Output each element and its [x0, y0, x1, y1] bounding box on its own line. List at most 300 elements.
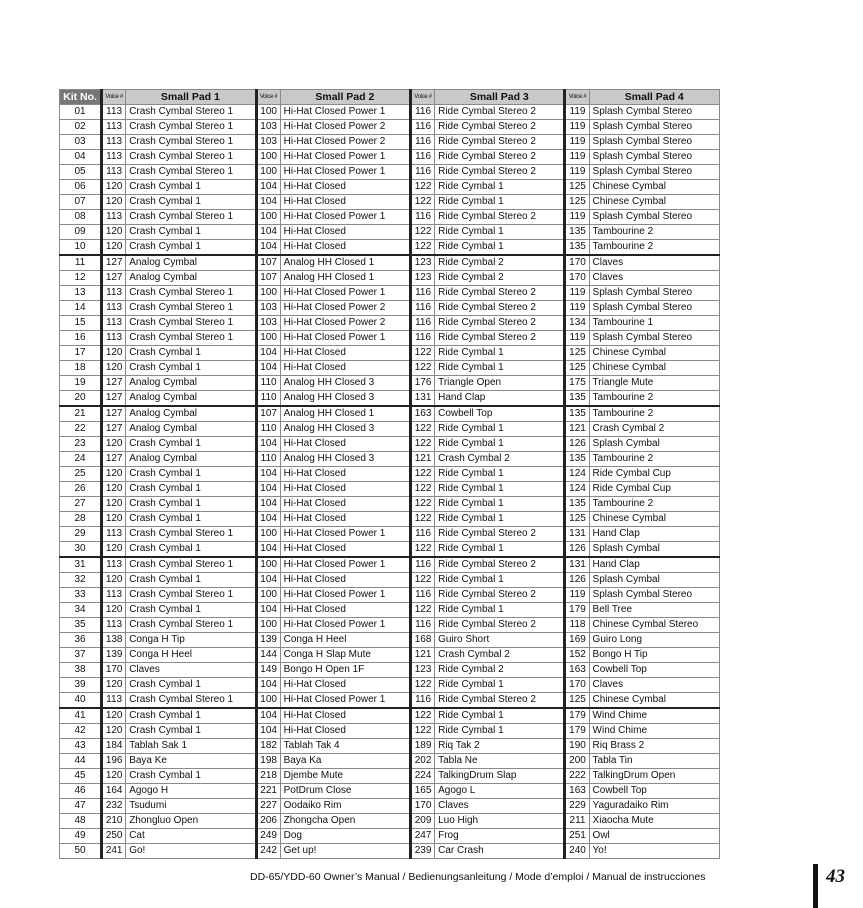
table-row [60, 361, 720, 376]
table-row [60, 618, 720, 633]
table-row [60, 120, 720, 135]
voice-number-cell: 122 [411, 678, 435, 693]
voice-number-cell: 138 [102, 633, 126, 648]
voice-name-cell: Chinese Cymbal [589, 361, 719, 376]
voice-name-cell: Hi-Hat Closed Power 2 [280, 316, 410, 331]
voice-number-cell: 125 [565, 693, 589, 709]
voice-name-cell: Crash Cymbal Stereo 1 [126, 210, 256, 225]
voice-name-cell: Ride Cymbal Stereo 2 [435, 527, 565, 542]
voice-name-cell: Crash Cymbal 1 [126, 467, 256, 482]
kit-number-cell: 27 [60, 497, 102, 512]
voice-number-cell: 104 [256, 361, 280, 376]
voice-name-cell: Claves [435, 799, 565, 814]
voice-number-cell: 113 [102, 316, 126, 331]
voice-number-cell: 179 [565, 724, 589, 739]
voice-name-cell: Ride Cymbal Stereo 2 [435, 135, 565, 150]
voice-name-cell: Ride Cymbal 1 [435, 573, 565, 588]
table-row [60, 467, 720, 482]
kit-number-cell: 32 [60, 573, 102, 588]
voice-name-cell: Hi-Hat Closed Power 1 [280, 105, 410, 120]
voice-number-cell: 169 [565, 633, 589, 648]
voice-name-cell: Chinese Cymbal Stereo [589, 618, 719, 633]
small-pad-2-header: Small Pad 2 [280, 90, 410, 105]
table-row [60, 573, 720, 588]
voice-name-cell: Ride Cymbal Stereo 2 [435, 105, 565, 120]
small-pad-1-header: Small Pad 1 [126, 90, 256, 105]
kit-number-cell: 21 [60, 406, 102, 422]
voice-name-cell: Cowbell Top [589, 784, 719, 799]
voice-name-cell: Hi-Hat Closed [280, 225, 410, 240]
kit-number-cell: 25 [60, 467, 102, 482]
voice-name-cell: Chinese Cymbal [589, 693, 719, 709]
voice-number-cell: 120 [102, 346, 126, 361]
voice-number-cell: 210 [102, 814, 126, 829]
voice-number-cell: 100 [256, 150, 280, 165]
kit-number-cell: 02 [60, 120, 102, 135]
voice-name-cell: Crash Cymbal 2 [589, 422, 719, 437]
voice-number-cell: 100 [256, 165, 280, 180]
voice-number-cell: 127 [102, 422, 126, 437]
voice-number-cell: 116 [411, 286, 435, 301]
voice-name-cell: Ride Cymbal 2 [435, 663, 565, 678]
voice-name-cell: Hi-Hat Closed Power 1 [280, 527, 410, 542]
voice-name-cell: Hi-Hat Closed Power 1 [280, 150, 410, 165]
voice-name-cell: Crash Cymbal 2 [435, 452, 565, 467]
table-row [60, 724, 720, 739]
table-row [60, 165, 720, 180]
voice-name-cell: Splash Cymbal Stereo [589, 588, 719, 603]
voice-number-cell: 131 [565, 557, 589, 573]
kit-number-cell: 04 [60, 150, 102, 165]
voice-number-cell: 104 [256, 225, 280, 240]
voice-number-cell: 113 [102, 150, 126, 165]
voice-name-cell: Splash Cymbal Stereo [589, 331, 719, 346]
voice-number-cell: 120 [102, 573, 126, 588]
table-row [60, 799, 720, 814]
voice-name-cell: Luo High [435, 814, 565, 829]
voice-number-cell: 120 [102, 482, 126, 497]
voice-name-cell: Hi-Hat Closed Power 1 [280, 557, 410, 573]
voice-number-cell: 122 [411, 225, 435, 240]
table-row [60, 693, 720, 709]
voice-number-cell: 116 [411, 557, 435, 573]
voice-number-cell: 224 [411, 769, 435, 784]
voice-name-cell: Splash Cymbal Stereo [589, 210, 719, 225]
table-row [60, 225, 720, 240]
voice-number-cell: 120 [102, 195, 126, 210]
table-row [60, 150, 720, 165]
voice-number-cell: 144 [256, 648, 280, 663]
voice-name-cell: Analog Cymbal [126, 391, 256, 407]
voice-number-cell: 110 [256, 422, 280, 437]
voice-name-cell: Analog HH Closed 3 [280, 376, 410, 391]
table-row [60, 542, 720, 558]
voice-number-cell: 110 [256, 452, 280, 467]
voice-number-cell: 113 [102, 120, 126, 135]
kit-number-cell: 17 [60, 346, 102, 361]
voice-number-cell: 126 [565, 437, 589, 452]
voice-number-cell: 118 [565, 618, 589, 633]
voice-name-cell: Ride Cymbal 1 [435, 603, 565, 618]
kit-number-cell: 31 [60, 557, 102, 573]
voice-name-cell: Yaguradaiko Rim [589, 799, 719, 814]
voice-number-cell: 121 [565, 422, 589, 437]
voice-number-cell: 103 [256, 135, 280, 150]
voice-number-cell: 116 [411, 618, 435, 633]
kit-number-cell: 15 [60, 316, 102, 331]
voice-name-cell: Tablah Sak 1 [126, 739, 256, 754]
voice-number-cell: 122 [411, 497, 435, 512]
voice-number-cell: 104 [256, 482, 280, 497]
table-row [60, 331, 720, 346]
small-pad-4-header: Small Pad 4 [589, 90, 719, 105]
voice-name-cell: Ride Cymbal 1 [435, 678, 565, 693]
kit-number-cell: 05 [60, 165, 102, 180]
voice-name-cell: Analog HH Closed 3 [280, 422, 410, 437]
voice-name-cell: Splash Cymbal Stereo [589, 165, 719, 180]
kit-number-cell: 19 [60, 376, 102, 391]
voice-name-cell: Crash Cymbal 1 [126, 482, 256, 497]
voice-number-cell: 251 [565, 829, 589, 844]
voice-name-cell: Splash Cymbal [589, 573, 719, 588]
voice-number-cell: 240 [565, 844, 589, 859]
kit-number-cell: 18 [60, 361, 102, 376]
voice-name-cell: Frog [435, 829, 565, 844]
voice-number-cell: 113 [102, 693, 126, 709]
voice-number-cell: 119 [565, 286, 589, 301]
voice-name-cell: Hi-Hat Closed [280, 240, 410, 256]
kit-number-cell: 26 [60, 482, 102, 497]
voice-number-cell: 247 [411, 829, 435, 844]
table-row [60, 286, 720, 301]
voice-number-cell: 131 [565, 527, 589, 542]
voice-name-cell: Analog HH Closed 3 [280, 452, 410, 467]
voice-number-cell: 127 [102, 255, 126, 271]
voice-name-cell: Riq Brass 2 [589, 739, 719, 754]
voice-name-cell: Djembe Mute [280, 769, 410, 784]
voice-number-cell: 113 [102, 588, 126, 603]
voice-name-cell: Crash Cymbal Stereo 1 [126, 120, 256, 135]
kit-number-cell: 35 [60, 618, 102, 633]
voice-name-cell: Crash Cymbal Stereo 1 [126, 165, 256, 180]
voice-name-cell: Hi-Hat Closed Power 2 [280, 135, 410, 150]
table-row [60, 678, 720, 693]
voice-name-cell: Ride Cymbal Stereo 2 [435, 588, 565, 603]
voice-name-cell: Triangle Open [435, 376, 565, 391]
voice-number-cell: 122 [411, 708, 435, 724]
table-row [60, 769, 720, 784]
voice-name-cell: Crash Cymbal Stereo 1 [126, 135, 256, 150]
voice-number-cell: 122 [411, 512, 435, 527]
kit-number-cell: 38 [60, 663, 102, 678]
kit-number-cell: 44 [60, 754, 102, 769]
voice-number-cell: 100 [256, 286, 280, 301]
voice-name-cell: Tambourine 2 [589, 225, 719, 240]
voice-name-cell: Tambourine 2 [589, 240, 719, 256]
voice-number-cell: 126 [565, 542, 589, 558]
voice-name-cell: Chinese Cymbal [589, 180, 719, 195]
voice-name-cell: Analog Cymbal [126, 376, 256, 391]
voice-name-cell: Conga H Heel [126, 648, 256, 663]
voice-number-cell: 113 [102, 210, 126, 225]
voice-name-cell: Crash Cymbal 1 [126, 724, 256, 739]
voice-number-cell: 100 [256, 588, 280, 603]
voice-number-cell: 122 [411, 542, 435, 558]
voice-number-cell: 122 [411, 346, 435, 361]
kit-number-cell: 06 [60, 180, 102, 195]
voice-number-cell: 120 [102, 603, 126, 618]
voice-name-cell: Car Crash [435, 844, 565, 859]
voice-number-cell: 113 [102, 105, 126, 120]
voice-name-cell: Oodaiko Rim [280, 799, 410, 814]
voice-number-cell: 104 [256, 512, 280, 527]
voice-name-cell: Analog HH Closed 1 [280, 255, 410, 271]
table-row [60, 829, 720, 844]
voice-number-cell: 104 [256, 573, 280, 588]
voice-name-cell: Conga H Heel [280, 633, 410, 648]
voice-number-cell: 107 [256, 255, 280, 271]
voice-number-cell: 100 [256, 693, 280, 709]
voice-name-cell: Hi-Hat Closed [280, 361, 410, 376]
voice-number-cell: 135 [565, 452, 589, 467]
voice-number-cell: 104 [256, 346, 280, 361]
voice-name-cell: Hi-Hat Closed [280, 678, 410, 693]
voice-number-cell: 116 [411, 693, 435, 709]
voice-number-cell: 242 [256, 844, 280, 859]
voice-name-cell: Hi-Hat Closed [280, 346, 410, 361]
voice-number-cell: 104 [256, 437, 280, 452]
voice-name-cell: Crash Cymbal 1 [126, 573, 256, 588]
voice-name-cell: Guiro Short [435, 633, 565, 648]
voice-number-cell: 116 [411, 105, 435, 120]
voice-number-cell: 104 [256, 467, 280, 482]
voice-number-cell: 116 [411, 120, 435, 135]
voice-name-cell: Ride Cymbal Stereo 2 [435, 120, 565, 135]
voice-number-cell: 250 [102, 829, 126, 844]
voice-number-cell: 135 [565, 497, 589, 512]
voice-name-cell: Claves [589, 678, 719, 693]
kit-number-cell: 30 [60, 542, 102, 558]
voice-number-cell: 120 [102, 708, 126, 724]
voice-name-cell: Conga H Tip [126, 633, 256, 648]
voice-number-cell: 152 [565, 648, 589, 663]
voice-name-cell: Ride Cymbal 2 [435, 271, 565, 286]
voice-name-cell: Ride Cymbal 1 [435, 512, 565, 527]
voice-name-cell: Ride Cymbal Stereo 2 [435, 301, 565, 316]
voice-name-cell: Ride Cymbal 1 [435, 195, 565, 210]
kit-number-cell: 39 [60, 678, 102, 693]
table-row [60, 844, 720, 859]
voice-name-cell: Hi-Hat Closed Power 1 [280, 693, 410, 709]
voice-number-cell: 163 [565, 784, 589, 799]
voice-name-cell: Ride Cymbal 1 [435, 346, 565, 361]
kit-number-cell: 42 [60, 724, 102, 739]
voice-name-cell: Crash Cymbal Stereo 1 [126, 557, 256, 573]
voice-number-cell: 127 [102, 391, 126, 407]
voice-name-cell: Tambourine 2 [589, 391, 719, 407]
voice-number-cell: 119 [565, 588, 589, 603]
voice-number-cell: 113 [102, 618, 126, 633]
voice-number-cell: 164 [102, 784, 126, 799]
voice-name-cell: Chinese Cymbal [589, 346, 719, 361]
voice-number-cell: 170 [565, 271, 589, 286]
voice-name-cell: Crash Cymbal Stereo 1 [126, 150, 256, 165]
voice-number-cell: 124 [565, 467, 589, 482]
voice-name-cell: Ride Cymbal 1 [435, 708, 565, 724]
voice-number-cell: 182 [256, 739, 280, 754]
voice-name-cell: Crash Cymbal 1 [126, 361, 256, 376]
page-number-bar [813, 864, 818, 908]
kit-number-cell: 40 [60, 693, 102, 709]
voice-number-cell: 196 [102, 754, 126, 769]
voice-name-cell: Hi-Hat Closed Power 1 [280, 331, 410, 346]
voice-name-cell: Hi-Hat Closed Power 2 [280, 301, 410, 316]
voice-name-cell: Splash Cymbal Stereo [589, 135, 719, 150]
voice-name-cell: Crash Cymbal 1 [126, 240, 256, 256]
voice-number-cell: 113 [102, 557, 126, 573]
voice-number-cell: 229 [565, 799, 589, 814]
voice-number-cell: 122 [411, 482, 435, 497]
voice-name-cell: Hand Clap [589, 557, 719, 573]
voice-name-cell: Hand Clap [589, 527, 719, 542]
voice-number-cell: 127 [102, 452, 126, 467]
voice-name-cell: Get up! [280, 844, 410, 859]
voice-name-cell: Crash Cymbal 1 [126, 678, 256, 693]
footer-manual-title: DD-65/YDD-60 Owner’s Manual / Bedienungsanleitung / Mode d’emploi / Manual de instrucciones [250, 871, 706, 883]
table-row [60, 376, 720, 391]
voice-number-cell: 163 [565, 663, 589, 678]
voice-number-cell: 249 [256, 829, 280, 844]
voice-number-cell: 100 [256, 331, 280, 346]
kit-number-cell: 09 [60, 225, 102, 240]
kit-number-cell: 10 [60, 240, 102, 256]
voice-name-cell: Baya Ka [280, 754, 410, 769]
voice-name-cell: Crash Cymbal 1 [126, 437, 256, 452]
voice-number-cell: 122 [411, 437, 435, 452]
kit-voice-table [59, 89, 720, 859]
voice-name-cell: Crash Cymbal Stereo 1 [126, 316, 256, 331]
kit-number-cell: 11 [60, 255, 102, 271]
voice-number-cell: 113 [102, 527, 126, 542]
table-row [60, 271, 720, 286]
table-row [60, 557, 720, 573]
table-row [60, 135, 720, 150]
voice-name-cell: Owl [589, 829, 719, 844]
voice-name-cell: PotDrum Close [280, 784, 410, 799]
voice-number-cell: 227 [256, 799, 280, 814]
voice-number-cell: 135 [565, 240, 589, 256]
voice-name-cell: Ride Cymbal Cup [589, 482, 719, 497]
voice-number-cell: 107 [256, 271, 280, 286]
voice-number-cell: 116 [411, 150, 435, 165]
voice-number-cell: 100 [256, 210, 280, 225]
voice-number-cell: 120 [102, 180, 126, 195]
voice-number-cell: 104 [256, 542, 280, 558]
voice-name-cell: Hi-Hat Closed [280, 512, 410, 527]
voice-number-cell: 176 [411, 376, 435, 391]
voice-name-cell: Ride Cymbal Cup [589, 467, 719, 482]
voice-name-cell: Tabla Tin [589, 754, 719, 769]
table-row [60, 301, 720, 316]
voice-name-cell: Ride Cymbal Stereo 2 [435, 165, 565, 180]
voice-name-cell: Analog HH Closed 1 [280, 271, 410, 286]
voice-number-cell: 110 [256, 391, 280, 407]
voice-number-cell: 139 [102, 648, 126, 663]
table-row [60, 814, 720, 829]
voice-name-cell: Tambourine 2 [589, 497, 719, 512]
voice-number-cell: 104 [256, 708, 280, 724]
voice-name-cell: Ride Cymbal 1 [435, 240, 565, 256]
kit-number-cell: 29 [60, 527, 102, 542]
voice-name-cell: Hi-Hat Closed [280, 482, 410, 497]
voice-name-cell: Claves [589, 271, 719, 286]
voice-number-cell: 122 [411, 361, 435, 376]
voice-number-cell: 218 [256, 769, 280, 784]
voice-name-cell: Ride Cymbal 1 [435, 724, 565, 739]
table-row [60, 406, 720, 422]
voice-name-cell: Tsudumi [126, 799, 256, 814]
kit-number-cell: 48 [60, 814, 102, 829]
voice-number-cell: 113 [102, 286, 126, 301]
voice-number-cell: 198 [256, 754, 280, 769]
voice-name-cell: Hi-Hat Closed [280, 497, 410, 512]
voice-number-cell: 107 [256, 406, 280, 422]
kit-number-cell: 41 [60, 708, 102, 724]
voice-name-cell: Ride Cymbal 1 [435, 467, 565, 482]
voice-number-cell: 119 [565, 105, 589, 120]
voice-name-cell: Crash Cymbal Stereo 1 [126, 105, 256, 120]
voice-number-cell: 116 [411, 301, 435, 316]
voice-name-cell: Analog HH Closed 3 [280, 391, 410, 407]
voice-name-cell: Hi-Hat Closed [280, 437, 410, 452]
voice-name-cell: Zhongcha Open [280, 814, 410, 829]
voice-name-cell: Ride Cymbal 1 [435, 482, 565, 497]
voice-name-cell: Ride Cymbal Stereo 2 [435, 331, 565, 346]
voice-number-cell: 103 [256, 301, 280, 316]
voice-name-cell: Crash Cymbal 1 [126, 195, 256, 210]
voice-name-cell: Cowbell Top [589, 663, 719, 678]
voice-name-cell: Hi-Hat Closed [280, 180, 410, 195]
voice-name-cell: Splash Cymbal Stereo [589, 301, 719, 316]
voice-number-cell: 113 [102, 301, 126, 316]
voice-name-cell: Wind Chime [589, 708, 719, 724]
voice-no-header: Voice # [256, 90, 280, 105]
table-row [60, 240, 720, 256]
voice-number-cell: 184 [102, 739, 126, 754]
voice-number-cell: 100 [256, 557, 280, 573]
voice-no-header: Voice # [102, 90, 126, 105]
voice-number-cell: 126 [565, 573, 589, 588]
voice-number-cell: 124 [565, 482, 589, 497]
voice-number-cell: 120 [102, 497, 126, 512]
voice-name-cell: Conga H Slap Mute [280, 648, 410, 663]
voice-number-cell: 104 [256, 180, 280, 195]
voice-name-cell: Hi-Hat Closed [280, 724, 410, 739]
kit-number-cell: 24 [60, 452, 102, 467]
voice-name-cell: Triangle Mute [589, 376, 719, 391]
table-row [60, 437, 720, 452]
voice-number-cell: 103 [256, 120, 280, 135]
voice-name-cell: Hi-Hat Closed Power 1 [280, 210, 410, 225]
voice-name-cell: Analog Cymbal [126, 452, 256, 467]
table-row [60, 527, 720, 542]
voice-name-cell: Hand Clap [435, 391, 565, 407]
table-row [60, 739, 720, 754]
voice-name-cell: Analog Cymbal [126, 406, 256, 422]
voice-name-cell: Ride Cymbal Stereo 2 [435, 150, 565, 165]
voice-number-cell: 122 [411, 240, 435, 256]
page-number: 43 [826, 866, 845, 887]
